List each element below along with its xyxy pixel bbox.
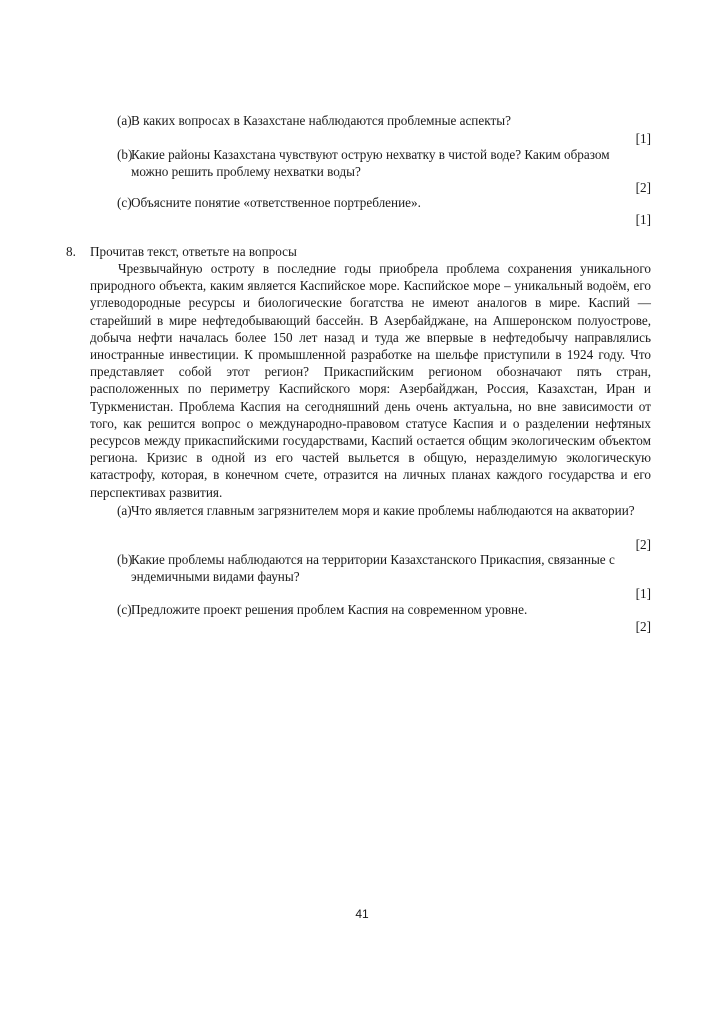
question-8-b — [117, 551, 651, 585]
question-prev-a — [117, 112, 651, 129]
question-8-c — [117, 601, 651, 618]
page-number: 41 — [355, 907, 369, 921]
mark-prev-a: [1] — [635, 131, 651, 146]
question-text: Какие районы Казахстана чувствуют острую нехватку в чистой воде? Каким образом можно решить проблему нехватки воды? — [131, 147, 610, 179]
question-label: (a) — [117, 503, 132, 518]
question-label: (c) — [117, 195, 132, 210]
question-text: Объясните понятие «ответственное портребление». — [131, 195, 421, 210]
question-text: Какие проблемы наблюдаются на территории Казахстанского Прикаспия, связанные с эндемичными видами фауны? — [131, 552, 615, 584]
task-text-paragraph: Чрезвычайную остроту в последние годы приобрела проблема сохранения уникального природного объекта, каким является Каспийское море. Каспийское море – уникальный водоём, его углеводородные ресурсы и биологические богатства не имеют аналогов в мире. Каспий — старейший в мире нефтедобывающий бассейн. В Азербайджане, на Апшеронском полуострове, добыча нефти началась более 150 лет назад и туда же впервые в нефтедобычу направлялись иностранные инвестиции. К промышленной разработке на шельфе приступили в 1924 году. Что представляет собой этот регион? Прикаспийским регионом обозначают пять стран, расположенных по периметру Каспийского моря: Азербайджан, Россия, Казахстан, Иран и Туркменистан. Проблема Каспия на сегодняшний день очень актуальна, но вне зависимости от того, как решится вопрос о международно-правовом статусе Каспия и о разделении нефтяных ресурсов между прикаспийскими государствами, Каспий остается общим экологическим объектом региона. Кризис в одной из его частей выльется в общую, неразделимую экологическую катастрофу, которая, в конечном счете, отразится на личных планах каждого государства и его перспективах развития. — [90, 261, 651, 500]
mark-8-a: [2] — [635, 537, 651, 552]
question-prev-b — [117, 146, 637, 180]
question-label: (a) — [117, 113, 132, 128]
question-text: В каких вопросах в Казахстане наблюдаются проблемные аспекты? — [131, 113, 511, 128]
mark-prev-c: [1] — [635, 212, 651, 227]
question-text: Что является главным загрязнителем моря и какие проблемы наблюдаются на акватории? — [131, 503, 635, 518]
mark-8-c: [2] — [635, 619, 651, 634]
task-number: 8. — [66, 244, 76, 259]
question-label: (b) — [117, 147, 133, 162]
task-title: Прочитав текст, ответьте на вопросы — [90, 244, 297, 259]
question-text: Предложите проект решения проблем Каспия на современном уровне. — [131, 602, 528, 617]
question-prev-c — [117, 194, 651, 211]
mark-8-b: [1] — [635, 586, 651, 601]
mark-prev-b: [2] — [635, 180, 651, 195]
question-label: (c) — [117, 602, 132, 617]
question-8-a — [117, 502, 651, 519]
question-label: (b) — [117, 552, 133, 567]
